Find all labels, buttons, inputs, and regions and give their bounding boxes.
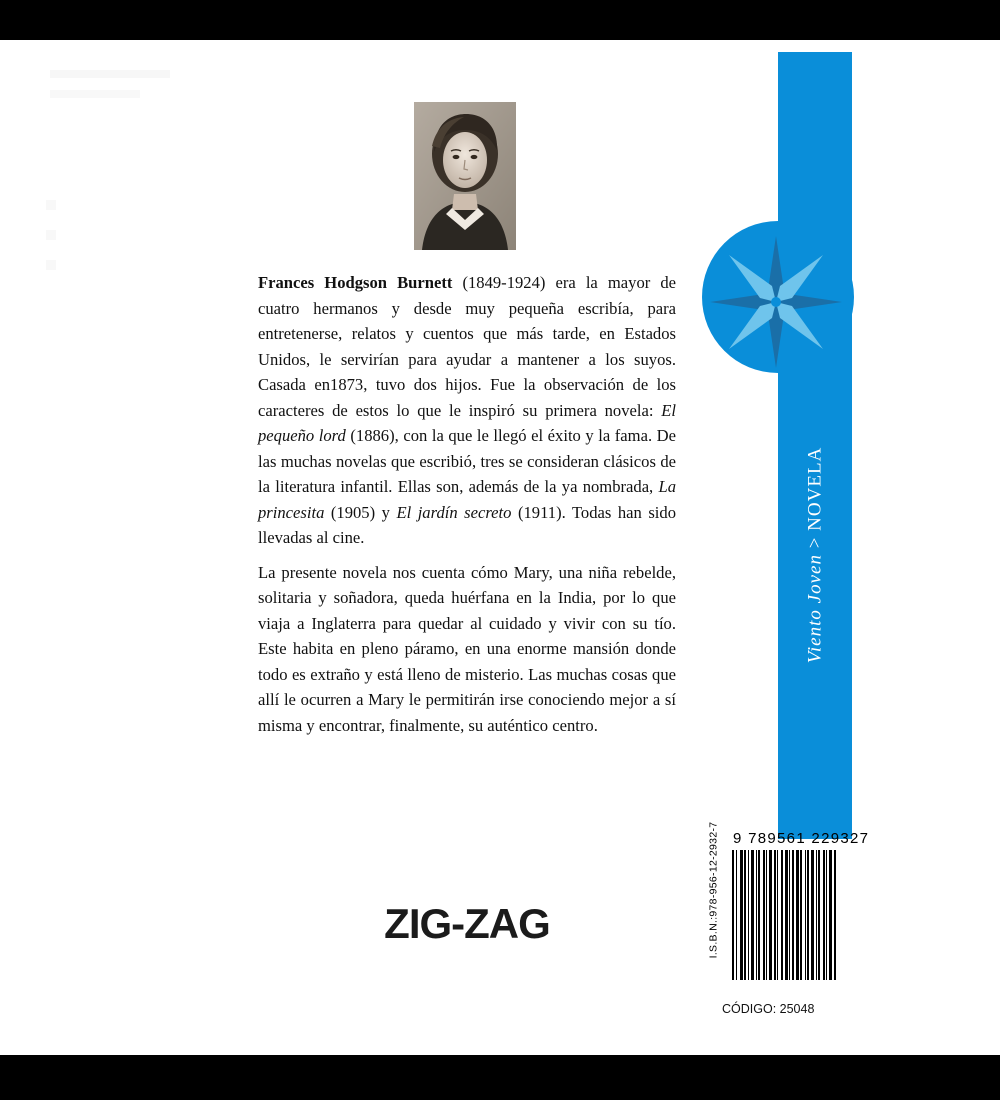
- book-back-cover: [0, 40, 1000, 1055]
- spine-collection-name: Viento Joven: [804, 554, 826, 664]
- barcode-bars: [732, 850, 858, 950]
- author-portrait: [414, 102, 516, 250]
- spine-genre: NOVELA: [804, 446, 826, 531]
- internal-code: CÓDIGO: 25048: [722, 1002, 815, 1016]
- back-cover-blurb: [258, 270, 676, 738]
- book-title-1: El pequeño lord: [258, 400, 676, 445]
- plot-summary-paragraph: La presente novela nos cuenta cómo Mary, una niña rebelde, solitaria y soñadora, queda huérfana en la India, por lo que viaja a Inglaterra para quedar al cuidado y vivir con su tío. Este habita en pleno páramo, en una enorme mansión donde todo es extraño y está lleno de misterio. Las muchas cosas que allí le ocurren a Mary le permitirán irse conociendo mejor a sí misma y encontrar, finalmente, su auténtico centro.: [258, 562, 676, 735]
- barcode-digits: 9 789561 229327: [733, 830, 870, 847]
- compass-star-icon: [706, 232, 846, 372]
- spine-band: [778, 52, 852, 839]
- author-bio-mid-1: (1886), con la que le llegó el éxito y la fama. De las muchas novelas que escribió, tres se consideran clásicos de la literatura infantil. Ellas son, además de la ya nombrada,: [258, 426, 676, 496]
- decorative-ghost-imprint: [40, 50, 290, 310]
- author-bio-tail: (1911). Todas han sido llevadas al cine.: [258, 502, 676, 547]
- author-name: Frances Hodgson Burnett: [258, 273, 453, 292]
- author-dates: (1849-1924): [462, 273, 546, 292]
- book-title-2: La princesita: [258, 477, 676, 522]
- isbn-vertical-label: I.S.B.N.:978-956-12-2932-7: [707, 821, 720, 959]
- spine-separator: >: [804, 536, 826, 549]
- publisher-logo: ZIG-ZAG: [384, 900, 550, 947]
- barcode-bars-lower: [732, 950, 858, 980]
- author-bio-rest: era la mayor de cuatro hermanos y desde muy pequeña escribía, para entretenerse, relatos y cuentos que más tarde, en Estados Unidos, le servirían para ayudar a mantener a los suyos. Casada en1873, tuvo dos hijos. Fue la observación de los caracteres de estos lo que le inspiró su primera novela:: [258, 273, 676, 420]
- barcode-block: [700, 821, 870, 1030]
- book-title-3: El jardín secreto: [396, 502, 512, 522]
- author-bio-paragraph: [258, 270, 676, 551]
- author-bio-mid-2: (1905) y: [324, 502, 397, 522]
